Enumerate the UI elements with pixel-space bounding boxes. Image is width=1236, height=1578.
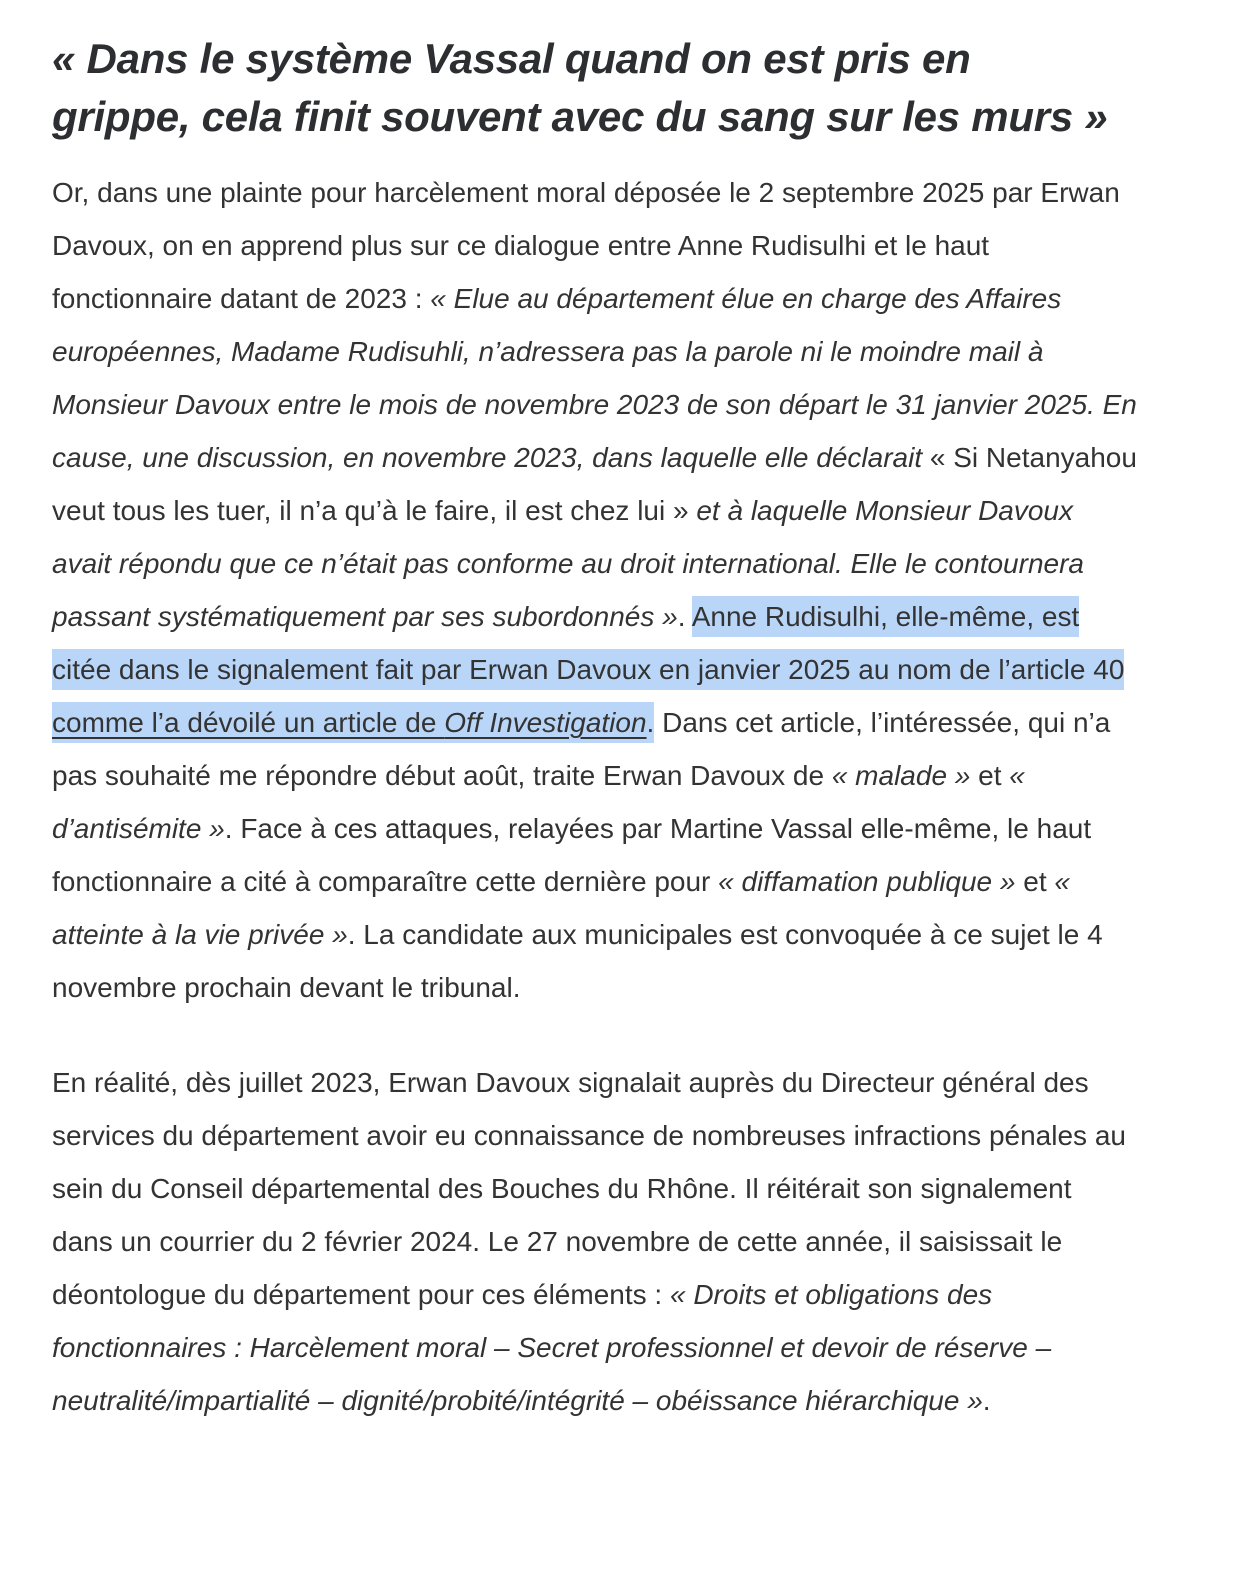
- text-run: .: [647, 702, 655, 743]
- text-run: . Face à ces attaques, relayées par Martine Vassal elle-même, le haut fonctionnaire a cité à comparaître cette dernière pour: [52, 813, 1092, 897]
- text-run: Or, dans une plainte pour harcèlement moral déposée le 2 septembre 2025 par Erwan Davoux, on en apprend plus sur ce dialogue entre Anne Rudisulhi et le haut fonctionnaire datant de 2023 :: [52, 177, 1120, 314]
- text-run: . La candidate aux municipales est convoquée à ce sujet le 4 novembre prochain devant le tribunal.: [52, 919, 1103, 1003]
- article-heading-line-1: « Dans le système Vassal quand on est pris en: [52, 35, 971, 82]
- text-run: et à laquelle Monsieur Davoux avait répondu que ce n’était pas conforme au droit international. Elle le contournera passant systématiquement par ses subordonnés »: [52, 495, 1084, 632]
- text-run: « diffamation publique »: [718, 866, 1016, 897]
- text-run: .: [677, 601, 692, 632]
- article-body: [52, 166, 1138, 1427]
- text-run: « Droits et obligations des fonctionnaires : Harcèlement moral – Secret professionnel et devoir de réserve – neutralité/impartialité – dignité/probité/intégrité – obéissance hiérarchique »: [52, 1279, 1052, 1416]
- text-run: Anne Rudisulhi, elle-même, est citée dans le signalement fait par Erwan Davoux en janvier 2025 au nom de l’article 40: [52, 596, 1124, 690]
- text-run: Dans cet article, l’intéressée, qui n’a pas souhaité me répondre début août, traite Erwan Davoux de: [52, 707, 1111, 791]
- text-run: « malade »: [831, 760, 971, 791]
- off-investigation-link[interactable]: comme l’a dévoilé un article de: [52, 702, 444, 743]
- text-run: En réalité, dès juillet 2023, Erwan Davoux signalait auprès du Directeur général des services du département avoir eu connaissance de nombreuses infractions pénales au sein du Conseil départemental des Bouches du Rhône. Il réitérait son signalement dans un courrier du 2 février 2024. Le 27 novembre de cette année, il saisissait le déontologue du département pour ces éléments :: [52, 1067, 1126, 1310]
- text-run: et: [1015, 866, 1055, 897]
- text-run: et: [970, 760, 1010, 791]
- text-run: .: [982, 1385, 991, 1416]
- text-run: « d’antisémite »: [52, 760, 1025, 844]
- article-paragraph: [52, 166, 1138, 1014]
- text-run: « Elue au département élue en charge des Affaires européennes, Madame Rudisuhli, n’adressera pas la parole ni le moindre mail à Monsieur Davoux entre le mois de novembre 2023 de son départ le 31 janvier 2025. En cause, une discussion, en novembre 2023, dans laquelle elle déclarait: [52, 283, 1137, 473]
- article-paragraph: [52, 1056, 1138, 1427]
- off-investigation-link[interactable]: Off Investigation: [444, 702, 646, 743]
- text-run: « Si Netanyahou veut tous les tuer, il n’a qu’à le faire, il est chez lui »: [52, 442, 1137, 526]
- article-heading: [52, 30, 1138, 146]
- article-heading-line-2: grippe, cela finit souvent avec du sang sur les murs »: [52, 93, 1108, 140]
- text-run: « atteinte à la vie privée »: [52, 866, 1070, 950]
